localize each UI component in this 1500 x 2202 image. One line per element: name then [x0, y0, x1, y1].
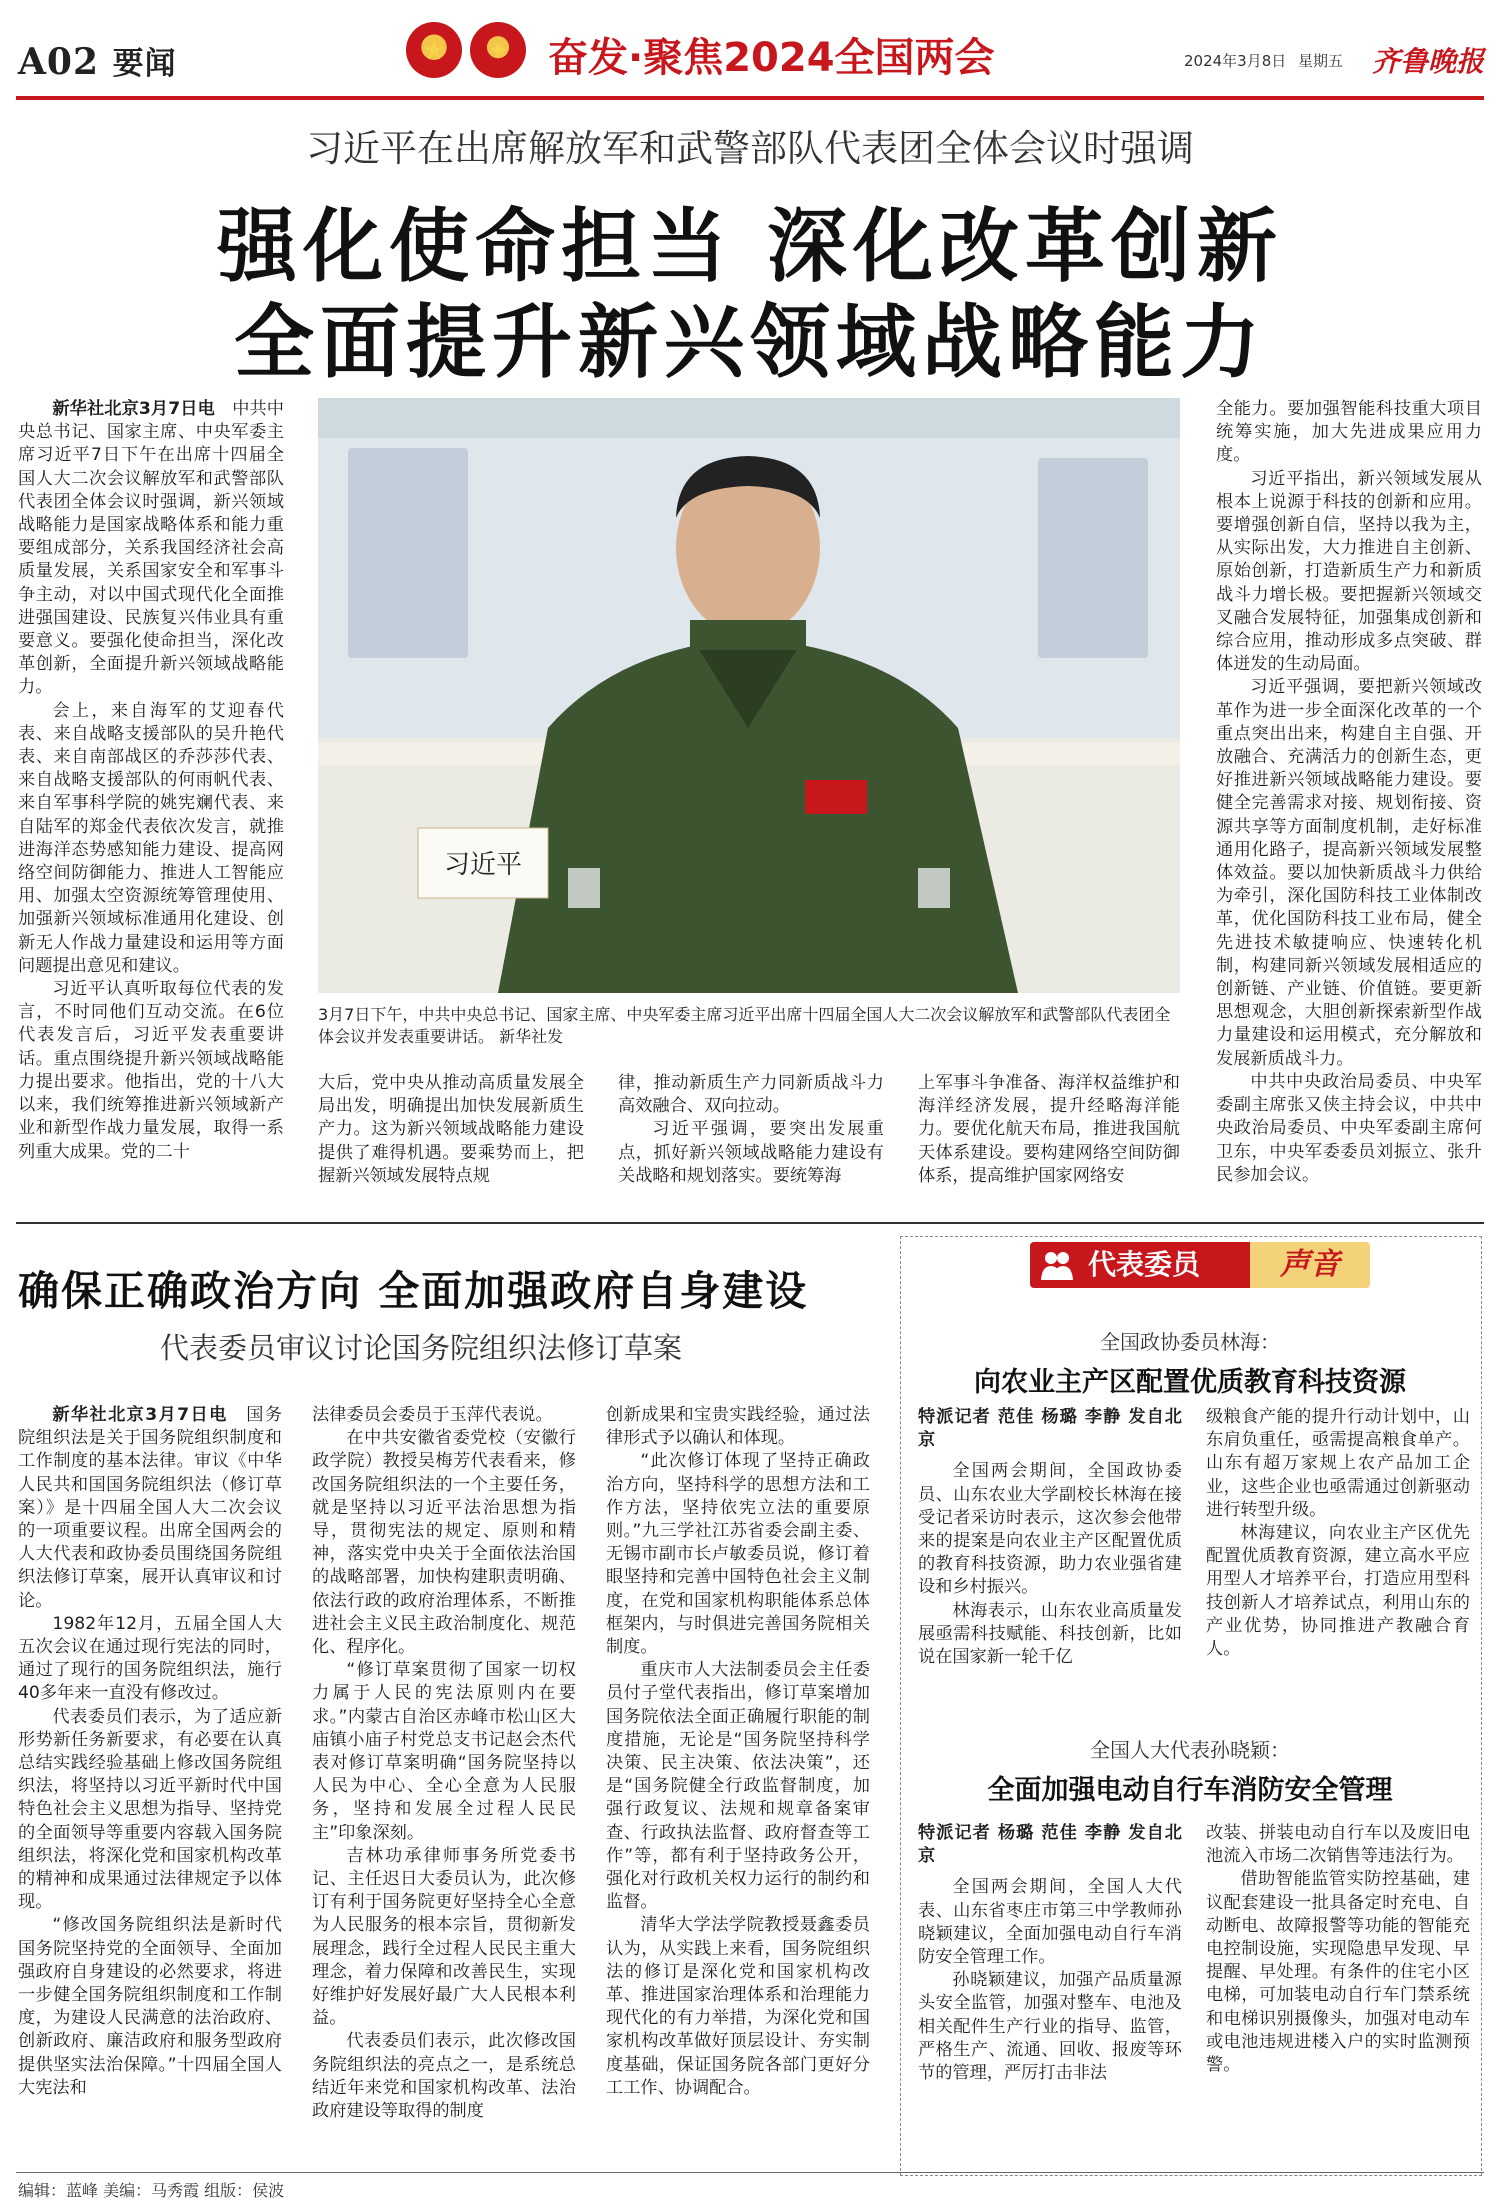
cppcc-emblem-icon: ✦	[470, 22, 526, 78]
lead-photo	[318, 398, 1180, 993]
issue-weekday: 星期五	[1298, 52, 1344, 70]
lead-headline-1: 强化使命担当 深化改革创新	[217, 199, 1283, 293]
voice2-byline: 特派记者 杨璐 范佳 李静 发自北京	[918, 1823, 1182, 1867]
voice1-column-right: 级粮食产能的提升行动计划中，山东肩负重任，亟需提高粮食单产。山东有超万家规上农产品加工企业，这些企业也亟需通过创新驱动进行转型升级。 林海建议，向农业主产区优先配置优质教育资源，建立高水平应用型人才培养平台，打造应用型科技创新人才培养试点，利用山东的产业优势，协同推进产教融合育人。	[1206, 1407, 1470, 1660]
voice2-title: 全面加强电动自行车消防安全管理	[987, 1775, 1393, 1806]
lead-column-2: 大后，党中央从推动高质量发展全局出发，明确提出加快发展新质生产力。这为新兴领域战略能力建设提供了难得机遇。要乘势而上，把握新兴领域发展特点规	[318, 1073, 584, 1186]
story2-subhead: 代表委员审议讨论国务院组织法修订草案	[160, 1331, 683, 1365]
lead-column-1: 新华社北京3月7日电 中共中央总书记、国家主席、中央军委主席习近平7日下午在出席十四届全国人大二次会议解放军和武警部队代表团全体会议时强调，新兴领域战略能力是国家战略体系和能力重要组成部分，关系我国经济社会高质量发展，关系国家安全和军事斗争主动，对以中国式现代化全面推进强国建设、民族复兴伟业具有重要意义。要强化使命担当，深化改革创新，全面提升新兴领域战略能力。 会上，来自海军的艾迎春代表、来自战略支援部队的吴升艳代表、来自南部战区的乔莎莎代表、来自战略支援部队的何雨帆代表、来自军事科学院的姚宪斓代表、来自陆军的郑金代表依次发言，就推进海洋态势感知能力建设、提高网络空间防御能力、推进人工智能应用、加强太空资源统筹管理使用、加强新兴领域标准通用化建设、创新无人作战力量建设和运用等方面问题提出意见和建议。 习近平认真听取每位代表的发言，不时同他们互动交流。在6位代表发言后，习近平发表重要讲话。重点围绕提升新兴领域战略能力提出要求。他指出，党的十八大以来，我们统筹推进新兴领域新产业和新型作战力量发展，取得一系列重大成果。党的二十	[18, 399, 284, 1162]
photo-nameplate: 习近平	[443, 850, 523, 880]
lead-column-5: 全能力。要加强智能科技重大项目统筹实施，加大先进成果应用力度。 习近平指出，新兴领域发展从根本上说源于科技的创新和应用。要增强创新自信，坚持以我为主，从实际出发，大力推进自主创新、原始创新，打造新质生产力和新质战斗力增长极。要把握新兴领域交叉融合发展特征，加强集成创新和综合应用，推动形成多点突破、群体迸发的生动局面。 习近平强调，要把新兴领域改革作为进一步全面深化改革的一个重点突出出来，构建自主自强、开放融合、充满活力的创新生态，更好推进新兴领域战略能力建设。要健全完善需求对接、规划衔接、资源共享等方面制度机制，走好标准通用化路子，提高新兴领域发展整体效益。要以加快新质战斗力供给为牵引，深化国防科技工业体制改革，优化国防科技工业布局，健全先进技术敏捷响应、快速转化机制，构建同新兴领域发展相适应的创新链、产业链、价值链。要更新思想观念，大胆创新探索新型作战力量建设和运用模式，充分解放和发展新质战斗力。 中共中央政治局委员、中央军委副主席张又侠主持会议，中共中央政治局委员、中央军委副主席何卫东，中央军委委员刘振立、张升民参加会议。	[1216, 399, 1482, 1185]
footer-credits: 编辑：蓝峰 美编：马秀霞 组版：侯波	[18, 2181, 285, 2200]
voice2-column-right: 改装、拼装电动自行车以及废旧电池流入市场二次销售等违法行为。 借助智能监管实防控基础，建议配套建设一批具备定时充电、自动断电、故障报警等功能的智能充电控制设施，实现隐患早发现、早提醒、早处理。有条件的住宅小区电梯，可加装电动自行车门禁系统和电梯识别摄像头，加强对电动车或电池违规进楼入户的实时监测预警。	[1206, 1823, 1470, 2076]
section-divider	[16, 1222, 1484, 1224]
issue-date: 2024年3月8日	[1184, 52, 1287, 70]
story2-dateline: 新华社北京3月7日电	[52, 1405, 228, 1425]
page-number: A02 要闻	[18, 41, 177, 83]
national-emblem-icon: ★	[406, 22, 462, 78]
newspaper-logo: 齐鲁晚报	[1371, 45, 1484, 78]
header-rule	[16, 96, 1484, 100]
lead-kicker: 习近平在出席解放军和武警部队代表团全体会议时强调	[306, 127, 1194, 170]
voice1-title: 向农业主产区配置优质教育科技资源	[974, 1367, 1406, 1398]
lead-column-3: 律，推动新质生产力同新质战斗力高效融合、双向拉动。 习近平强调，要突出发展重点，抓好新兴领域战略能力建设有关战略和规划落实。要统筹海	[618, 1073, 884, 1186]
photo-caption: 3月7日下午，中共中央总书记、国家主席、中央军委主席习近平出席十四届全国人大二次会议解放军和武警部队代表团全体会议并发表重要讲话。 新华社发	[318, 1005, 1171, 1046]
footer-rule	[16, 2172, 1484, 2173]
voice1-column-left: 特派记者 范佳 杨璐 李静 发自北京 全国两会期间，全国政协委员、山东农业大学副校长林海在接受记者采访时表示，这次参会他带来的提案是向农业主产区配置优质的教育科技资源，助力农业强省建设和乡村振兴。 林海表示，山东农业高质量发展亟需科技赋能、科技创新，比如说在国家新一轮千亿	[918, 1407, 1182, 1668]
story2-headline: 确保正确政治方向 全面加强政府自身建设	[18, 1267, 809, 1315]
voices-badge-left: 代表委员	[1030, 1242, 1250, 1288]
lead-dateline: 新华社北京3月7日电	[52, 399, 215, 419]
voice2-kicker: 全国人大代表孙晓颖：	[1090, 1738, 1290, 1762]
section-banner: 奋发·聚焦2024全国两会	[548, 35, 995, 81]
people-icon	[1040, 1248, 1074, 1282]
lead-column-4: 上军事斗争准备、海洋权益维护和海洋经济发展，提升经略海洋能力。要优化航天布局，推进我国航天体系建设。要构建网络空间防御体系，提高维护国家网络安	[918, 1073, 1180, 1186]
story2-column-1: 新华社北京3月7日电 国务院组织法是关于国务院组织制度和工作制度的基本法律。审议《中华人民共和国国务院组织法（修订草案）》是十四届全国人大二次会议的一项重要议程。出席全国两会的人大代表和政协委员围绕国务院组织法修订草案，展开认真审议和讨论。 1982年12月，五届全国人大五次会议在通过现行宪法的同时，通过了现行的国务院组织法，施行40多年来一直没有修改过。 代表委员们表示，为了适应新形势新任务新要求，有必要在认真总结实践经验基础上修改国务院组织法，将坚持以习近平新时代中国特色社会主义思想为指导、坚持党的全面领导等重要内容载入国务院组织法，将深化党和国家机构改革的精神和成果通过法律规定予以体现。 “修改国务院组织法是新时代国务院坚持党的全面领导、全面加强政府自身建设的必然要求，将进一步健全国务院组织制度和工作制度，为建设人民满意的法治政府、创新政府、廉洁政府和服务型政府提供坚实法治保障。”十四届全国人大宪法和	[18, 1405, 282, 2098]
lead-headline-2: 全面提升新兴领域战略能力	[234, 295, 1266, 389]
voice1-kicker: 全国政协委员林海：	[1100, 1330, 1280, 1354]
story2-column-3: 创新成果和宝贵实践经验，通过法律形式予以确认和体现。 “此次修订体现了坚持正确政治方向，坚持科学的思想方法和工作方法，坚持依宪立法的重要原则。”九三学社江苏省委会副主委、无锡市副市长卢敏委员说，修订着眼坚持和完善中国特色社会主义制度，在党和国家机构职能体系总体框架内，与时俱进完善国务院相关制度。 重庆市人大法制委员会主任委员付子堂代表指出，修订草案增加国务院依法全面正确履行职能的制度措施，无论是“国务院坚持科学决策、民主决策、依法决策”，还是“国务院健全行政监督制度，加强行政复议、法规和规章备案审查、行政执法监督、政府督查等工作”等，都有利于坚持政务公开，强化对行政机关权力运行的制约和监督。 清华大学法学院教授聂鑫委员认为，从实践上来看，国务院组织法的修订是深化党和国家机构改革、推进国家治理体系和治理能力现代化的有力举措，为深化党和国家机构改革做好顶层设计、夯实制度基础，保证国务院各部门更好分工工作、协调配合。	[606, 1405, 870, 2098]
story2-column-2: 法律委员会委员于玉萍代表说。 在中共安徽省委党校（安徽行政学院）教授吴梅芳代表看来，修改国务院组织法的一个主要任务，就是坚持以习近平法治思想为指导，贯彻宪法的规定、原则和精神，落实党中央关于全面依法治国的战略部署，加快构建职责明确、依法行政的政府治理体系，不断推进社会主义民主政治制度化、规范化、程序化。 “修订草案贯彻了国家一切权力属于人民的宪法原则内在要求。”内蒙古自治区赤峰市松山区大庙镇小庙子村党总支书记赵会杰代表对修订草案明确“国务院坚持以人民为中心、全心全意为人民服务，坚持和发展全过程人民民主”印象深刻。 吉林功承律师事务所党委书记、主任迟日大委员认为，此次修订有利于国务院更好坚持全心全意为人民服务的根本宗旨，贯彻新发展理念，践行全过程人民民主重大理念，着力保障和改善民生，实现好维护好发展好最广大人民根本利益。 代表委员们表示，此次修改国务院组织法的亮点之一，是系统总结近年来党和国家机构改革、法治政府建设等取得的制度	[312, 1405, 576, 2122]
voice1-byline: 特派记者 范佳 杨璐 李静 发自北京	[918, 1407, 1182, 1451]
voice2-column-left: 特派记者 杨璐 范佳 李静 发自北京 全国两会期间，全国人大代表、山东省枣庄市第三中学教师孙晓颖建议，全面加强电动自行车消防安全管理工作。 孙晓颖建议，加强产品质量源头安全监管，加强对整车、电池及相关配件生产行业的指导、监管，严格生产、流通、回收、报废等环节的管理，严厉打击非法	[918, 1823, 1182, 2084]
voices-badge-right: 声音	[1250, 1242, 1370, 1288]
